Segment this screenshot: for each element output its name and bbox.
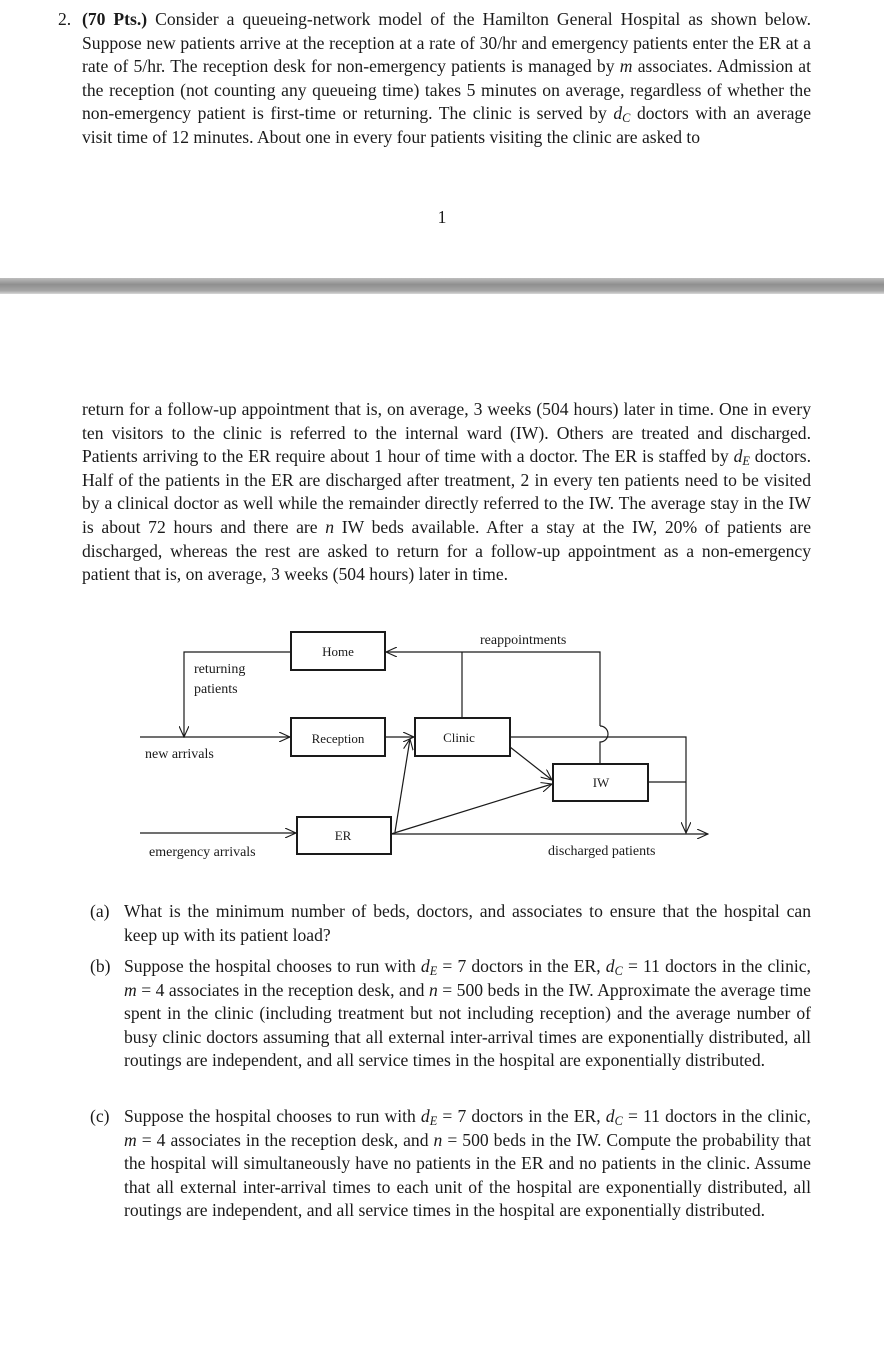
iw-label: IW xyxy=(592,775,610,790)
part-c-text: Suppose the hospital chooses to run with $d_E = 7$ doctors in the ER, $d_C = 11$ doctors in the clinic, m = 4 associates in the reception desk, and n = 500 beds in the IW. Compute the probability that the hospital will simultaneously have no patients in the ER and no patients in the clinic. Assume that all external inter-arrival times to each unit of the hospital are exponentially distributed, all routings are independent, and all service times in the hospital are exponentially distributed. xyxy=(124,1106,811,1221)
er-label: ER xyxy=(334,828,352,843)
reception-label: Reception xyxy=(311,731,365,746)
reappointment-jump xyxy=(600,726,608,764)
reappointments-arrow xyxy=(386,652,600,726)
var-dc-sub: C xyxy=(622,111,631,126)
question-intro-page2 xyxy=(82,398,811,587)
intro-text-4: return for a follow-up appointment that is, on average, 3 weeks (504 hours) later in time. One in every ten visitors to the clinic is referred to the internal ward (IW). Others are treated and discharged. Patients arriving to the ER require about 1 hour of time with a doctor. The ER is staffed by xyxy=(82,399,811,467)
part-a xyxy=(82,900,811,947)
var-m: m xyxy=(619,56,633,77)
emergency-arrivals-label: emergency arrivals xyxy=(149,845,256,860)
part-b-text: Suppose the hospital chooses to run with $d_E = 7$ doctors in the ER, $d_C = 11$ doctors in the clinic, m = 4 associates in the reception desk, and n = 500 beds in the IW. Approximate the average time spent in the clinic (including treatment but not including reception) and the average number of busy clinic doctors assuming that all external inter-arrival times are exponentially distributed, all routings are independent, and all service times in the hospital are exponentially distributed. xyxy=(124,956,811,1071)
question-points: (70 Pts.) xyxy=(82,9,148,29)
new-arrivals-label: new arrivals xyxy=(145,747,214,762)
clinic-to-iw-arrow xyxy=(510,747,552,780)
part-b xyxy=(82,955,811,1073)
question-number: 2. xyxy=(58,9,72,29)
var-de-sub: E xyxy=(742,454,750,469)
discharged-patients-label: discharged patients xyxy=(548,844,656,859)
var-dc: d xyxy=(613,103,623,124)
part-c xyxy=(82,1105,811,1223)
intro-text-5: doctors. Half of the patients in the ER are discharged after treatment, 2 in every ten patients need to be visited by a clinical doctor as well while the remainder directly referred to the IW. The average stay in the IW is about 72 hours and there are xyxy=(82,446,811,537)
part-a-label: (a) xyxy=(90,901,110,921)
clinic-label: Clinic xyxy=(443,730,475,745)
returning-label-2: patients xyxy=(194,682,238,697)
page-break-bar xyxy=(0,278,884,294)
part-a-text: What is the minimum number of beds, doctors, and associates to ensure that the hospital can keep up with its patient load? xyxy=(124,901,811,945)
returning-label-1: returning xyxy=(194,662,246,677)
part-b-label: (b) xyxy=(90,956,111,976)
question-intro-page1 xyxy=(82,8,811,150)
home-label: Home xyxy=(322,644,354,659)
part-c-label: (c) xyxy=(90,1106,110,1126)
queueing-network-diagram xyxy=(0,610,884,880)
page-number: 1 xyxy=(437,207,447,227)
intro-text-6: IW beds available. After a stay at the IW, 20% of patients are discharged, whereas the rest are asked to return for a follow-up appointment as a non-emergency patient that is, on average, 3 weeks (504 hours) later in time. xyxy=(82,516,812,585)
intro-text-3: doctors with an average visit time of 12 minutes. About one in every four patients visiting the clinic are asked to xyxy=(82,103,812,147)
reappointments-label: reappointments xyxy=(480,633,567,648)
var-de: d xyxy=(733,446,743,467)
er-to-clinic-arrow xyxy=(395,739,410,832)
intro-text-2: associates. Admission at the reception (not counting any queueing time) takes 5 minutes on average, regardless of whether the non-emergency patient is first-time or returning. The clinic is served by xyxy=(82,56,811,124)
er-to-iw-arrow xyxy=(391,784,552,834)
intro-text-1: Consider a queueing-network model of the Hamilton General Hospital as shown below. Suppose new patients arrive at the reception at a rate of 30/hr and emergency patients enter the ER at a rate of 5/hr. The reception desk for non-emergency patients is managed by xyxy=(82,9,812,77)
var-n: n xyxy=(325,516,335,537)
